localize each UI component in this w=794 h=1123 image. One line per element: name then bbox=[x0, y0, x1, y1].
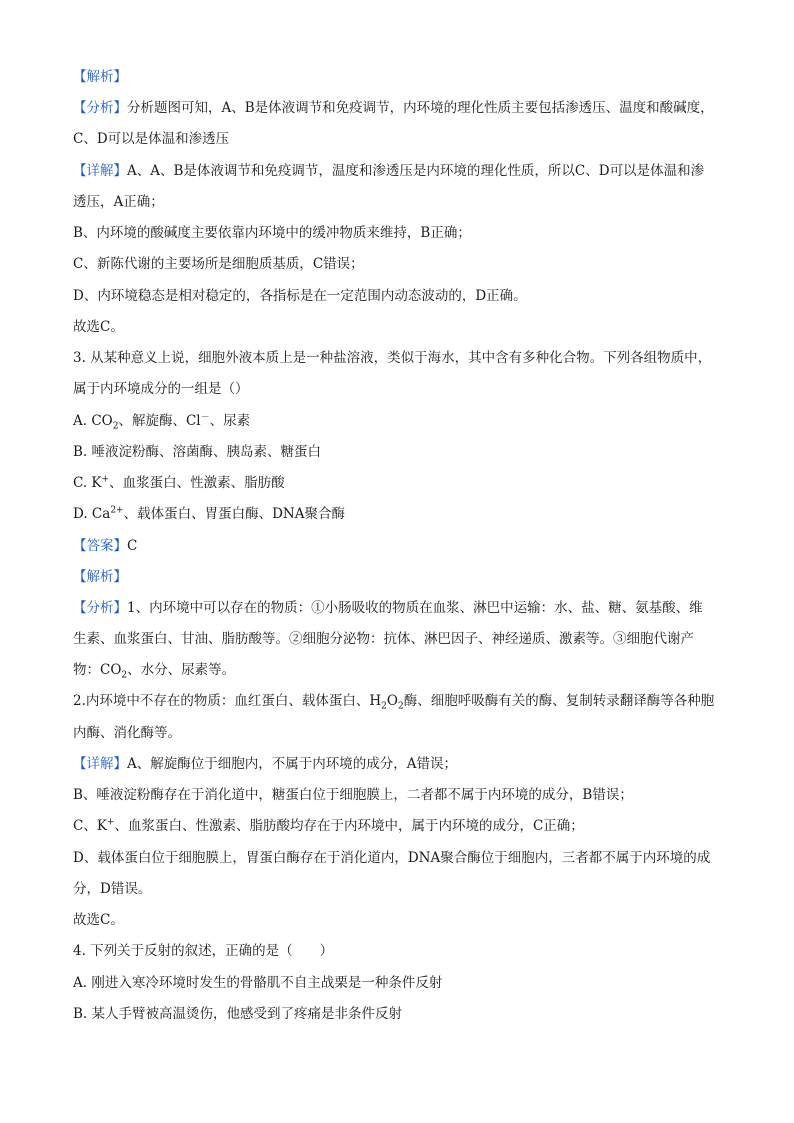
option-b: B. 某人手臂被高温烫伤，他感受到了疼痛是非条件反射 bbox=[73, 1006, 403, 1022]
text-line: B、内环境的酸碱度主要依靠内环境中的缓冲物质来维持，B正确； bbox=[73, 225, 471, 241]
section-label-xiangjie: 【详解】 bbox=[73, 756, 127, 772]
question-4-stem: 4. 下列关于反射的叙述，正确的是（ ） bbox=[73, 943, 334, 959]
text-line: 物：$CO_2$、水分、尿素等。 bbox=[73, 662, 236, 681]
text-line: 透压，A正确； bbox=[73, 194, 164, 210]
text-line: 分，D错误。 bbox=[73, 881, 152, 897]
text-line: D、载体蛋白位于细胞膜上，胃蛋白酶存在于消化道内，DNA聚合酶位于细胞内，三者都不属于内环境的成 bbox=[73, 850, 711, 866]
section-label-analysis: 【解析】 bbox=[73, 69, 127, 85]
text-line: C、D可以是体温和渗透压 bbox=[73, 131, 230, 147]
answer-line: 【答案】C bbox=[73, 538, 138, 554]
section-label-xiangjie: 【详解】 bbox=[73, 163, 127, 179]
text-line: 故选C。 bbox=[73, 912, 124, 928]
option-a: A. $CO_2$、解旋酶、Cl－、尿素 bbox=[73, 412, 251, 432]
section-label-analysis: 【解析】 bbox=[73, 569, 127, 585]
option-d: D. $Ca^{2+}$、载体蛋白、胃蛋白酶、DNA聚合酶 bbox=[73, 505, 345, 522]
question-3-stem: 3. 从某种意义上说，细胞外液本质上是一种盐溶液，类似于海水，其中含有多种化合物。下列各组物质中， bbox=[73, 350, 712, 366]
section-label-fenxi: 【分析】 bbox=[73, 100, 127, 116]
text-line: D、内环境稳态是相对稳定的，各指标是在一定范围内动态波动的，D正确。 bbox=[73, 288, 527, 304]
option-b: B. 唾液淀粉酶、溶菌酶、胰岛素、糖蛋白 bbox=[73, 444, 322, 460]
text-line: C、新陈代谢的主要场所是细胞质基质，C错误； bbox=[73, 256, 364, 272]
text-line: 生素、血浆蛋白、甘油、脂肪酸等。②细胞分泌物：抗体、淋巴因子、神经递质、激素等。③细胞代谢产 bbox=[73, 631, 694, 647]
text-line: B、唾液淀粉酶存在于消化道中，糖蛋白位于细胞膜上，二者都不属于内环境的成分，B错误； bbox=[73, 787, 633, 803]
text-line: C、K+、血浆蛋白、性激素、脂肪酸均存在于内环境中，属于内环境的成分，C正确； bbox=[73, 817, 584, 834]
text-line: 【详解】A、A、B是体液调节和免疫调节，温度和渗透压是内环境的理化性质，所以C、D可以是体温和渗 bbox=[73, 163, 705, 179]
text-line: 2.内环境中不存在的物质：血红蛋白、载体蛋白、$H_2O_2$酶、细胞呼吸酶有关的酶、复制转录翻译酶等各种胞 bbox=[73, 693, 715, 712]
text-line: 【详解】A、解旋酶位于细胞内，不属于内环境的成分，A错误； bbox=[73, 756, 457, 772]
section-label-fenxi: 【分析】 bbox=[73, 600, 127, 616]
text-line: 故选C。 bbox=[73, 319, 124, 335]
text-line: 【分析】1、内环境中可以存在的物质：①小肠吸收的物质在血浆、淋巴中运输：水、盐、糖、氨基酸、维 bbox=[73, 600, 703, 616]
section-label-answer: 【答案】 bbox=[73, 538, 127, 554]
option-a: A. 刚进入寒冷环境时发生的骨骼肌不自主战栗是一种条件反射 bbox=[73, 975, 443, 991]
text-line: 【分析】分析题图可知，A、B是体液调节和免疫调节，内环境的理化性质主要包括渗透压、温度和酸碱度， bbox=[73, 100, 714, 116]
option-c: C. K+、血浆蛋白、性激素、脂肪酸 bbox=[73, 474, 285, 491]
text-line: 内酶、消化酶等。 bbox=[73, 725, 181, 741]
question-3-stem-cont: 属于内环境成分的一组是（） bbox=[73, 381, 249, 397]
